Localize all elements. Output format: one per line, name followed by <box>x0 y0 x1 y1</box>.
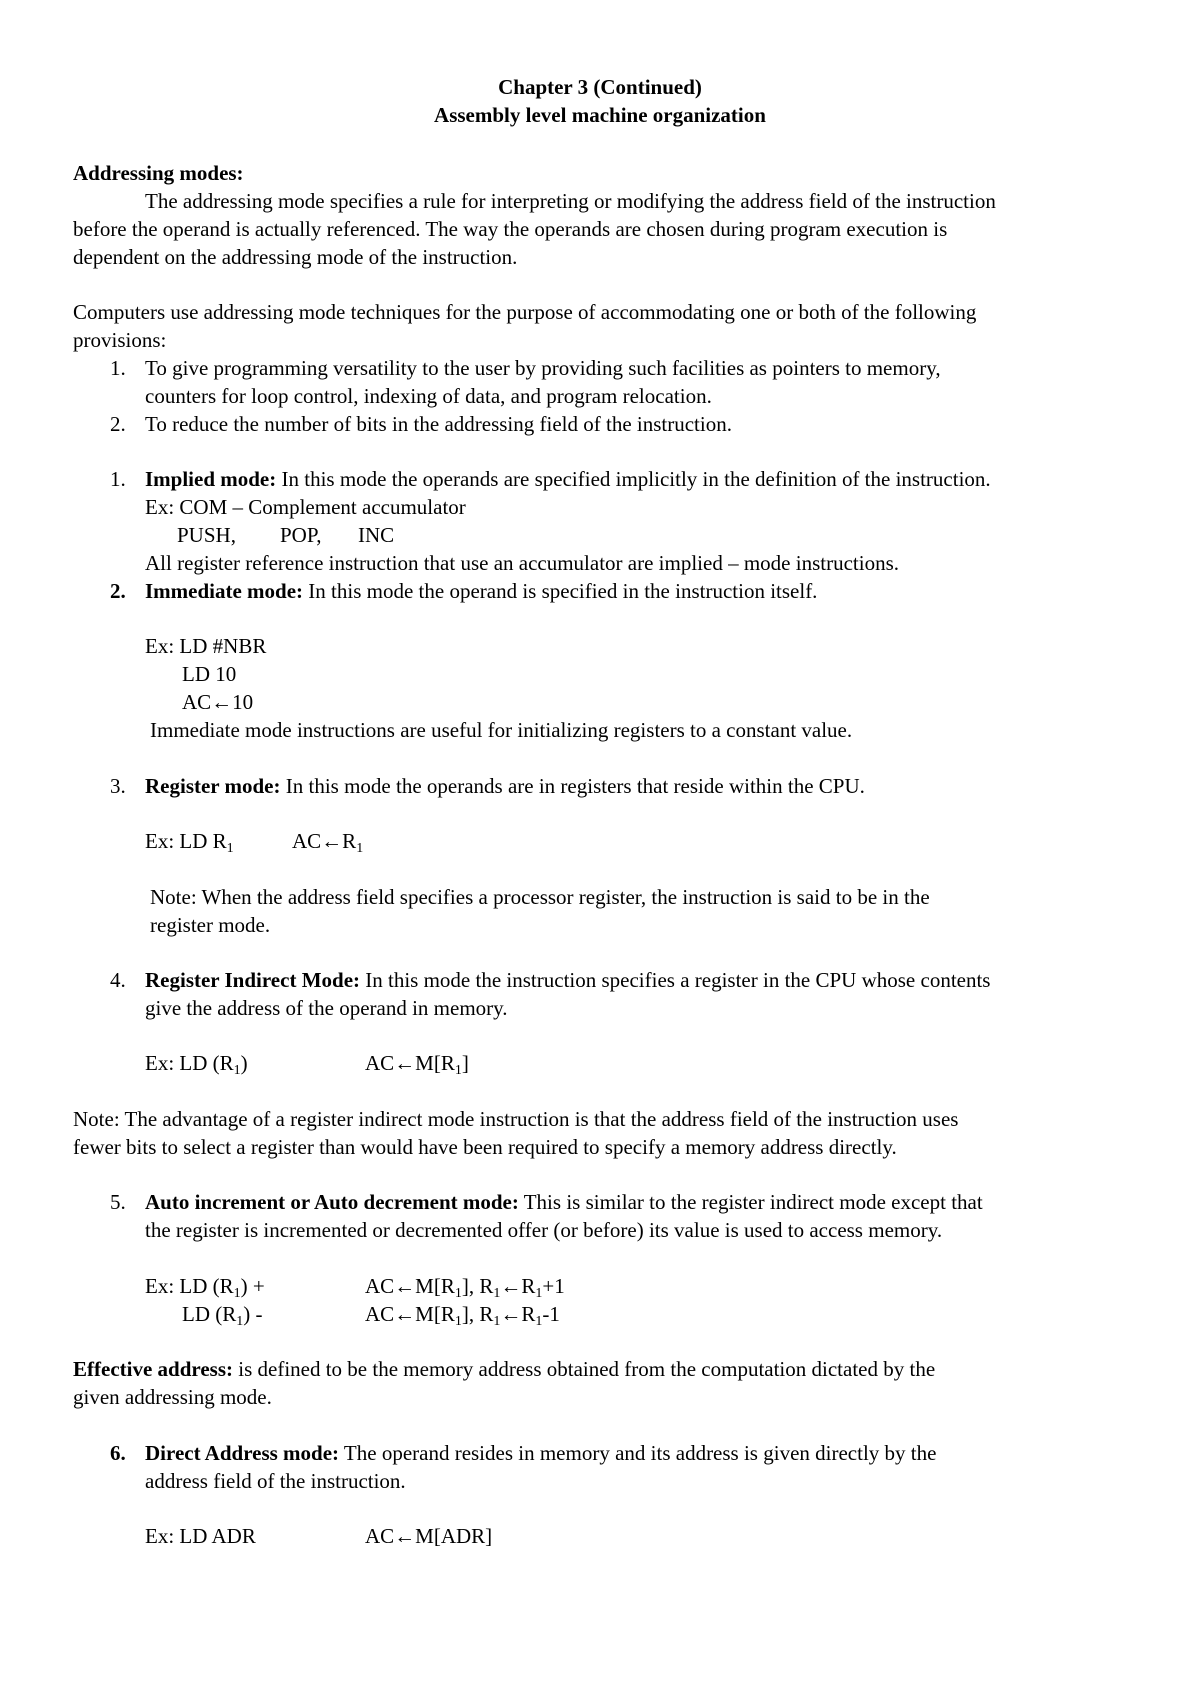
paragraph-line: the register is incremented or decremented offer (or before) its value is used to access memory. <box>145 1218 943 1242</box>
paragraph-line: Computers use addressing mode techniques for the purpose of accommodating one or both of the following <box>73 300 977 324</box>
example-line: Ex: LD $R_1$ <box>145 829 234 856</box>
example-line: Ex: COM – Complement accumulator <box>145 495 466 519</box>
example-line: Ex: LD #NBR <box>145 634 267 658</box>
list-number: 5. <box>110 1190 126 1214</box>
example-line: $AC\leftarrow M[R_1]$, $R_1\leftarrow R_1-1$ <box>365 1302 560 1329</box>
direct-mode-line: Direct Address mode: The operand resides in memory and its address is given directly by the <box>145 1441 937 1465</box>
example-item: PUSH, <box>177 523 236 547</box>
list-number: 1. <box>110 467 126 491</box>
page-subtitle: Assembly level machine organization <box>434 103 766 127</box>
list-number: 2. <box>110 412 126 436</box>
list-number: 4. <box>110 968 126 992</box>
implied-mode-line: Implied mode: In this mode the operands are specified implicitly in the definition of the instruction. <box>145 467 991 491</box>
example-item: POP, <box>280 523 322 547</box>
list-item: To reduce the number of bits in the addressing field of the instruction. <box>145 412 732 436</box>
note-line: register mode. <box>150 913 271 937</box>
paragraph-line: address field of the instruction. <box>145 1469 406 1493</box>
note-line: fewer bits to select a register than would have been required to specify a memory address directly. <box>73 1135 897 1159</box>
section-heading: Addressing modes: <box>73 161 244 185</box>
list-item: To give programming versatility to the user by providing such facilities as pointers to memory, <box>145 356 941 380</box>
note-line: Note: The advantage of a register indirect mode instruction is that the address field of the instruction uses <box>73 1107 959 1131</box>
effective-address-line: Effective address: is defined to be the memory address obtained from the computation dictated by the <box>73 1357 936 1381</box>
example-line: AC←M[ADR] <box>365 1524 493 1548</box>
example-line: Ex: LD $(R_1)$ + <box>145 1274 265 1301</box>
example-line: Ex: LD ADR <box>145 1524 256 1548</box>
example-line: AC←10 <box>182 690 254 714</box>
example-line: $AC\leftarrow R_1$ <box>292 829 364 856</box>
paragraph-line: before the operand is actually referenced. The way the operands are chosen during program execution is <box>73 217 948 241</box>
page-title: Chapter 3 (Continued) <box>498 75 702 99</box>
note-line: Note: When the address field specifies a processor register, the instruction is said to be in the <box>150 885 930 909</box>
example-line: $AC\leftarrow M[R_1]$ <box>365 1051 469 1078</box>
auto-mode-line: Auto increment or Auto decrement mode: This is similar to the register indirect mode except that <box>145 1190 983 1214</box>
note-line: All register reference instruction that use an accumulator are implied – mode instructions. <box>145 551 899 575</box>
paragraph-line: given addressing mode. <box>73 1385 272 1409</box>
note-line: Immediate mode instructions are useful for initializing registers to a constant value. <box>150 718 853 742</box>
paragraph-line: dependent on the addressing mode of the instruction. <box>73 245 518 269</box>
immediate-mode-line: Immediate mode: In this mode the operand is specified in the instruction itself. <box>145 579 818 603</box>
paragraph-line: provisions: <box>73 328 167 352</box>
paragraph-line: give the address of the operand in memory. <box>145 996 508 1020</box>
list-item: counters for loop control, indexing of data, and program relocation. <box>145 384 712 408</box>
register-mode-line: Register mode: In this mode the operands are in registers that reside within the CPU. <box>145 774 865 798</box>
example-line: $AC\leftarrow M[R_1]$, $R_1\leftarrow R_1+1$ <box>365 1274 565 1301</box>
example-line: LD $(R_1)$ - <box>182 1302 263 1329</box>
paragraph-line: The addressing mode specifies a rule for interpreting or modifying the address field of the instruction <box>145 189 996 213</box>
example-item: INC <box>358 523 395 547</box>
list-number: 2. <box>110 579 126 603</box>
example-line: LD 10 <box>182 662 237 686</box>
list-number: 6. <box>110 1441 126 1465</box>
example-line: Ex: LD $(R_1)$ <box>145 1051 248 1078</box>
list-number: 1. <box>110 356 126 380</box>
list-number: 3. <box>110 774 126 798</box>
register-indirect-line: Register Indirect Mode: In this mode the instruction specifies a register in the CPU whose contents <box>145 968 991 992</box>
